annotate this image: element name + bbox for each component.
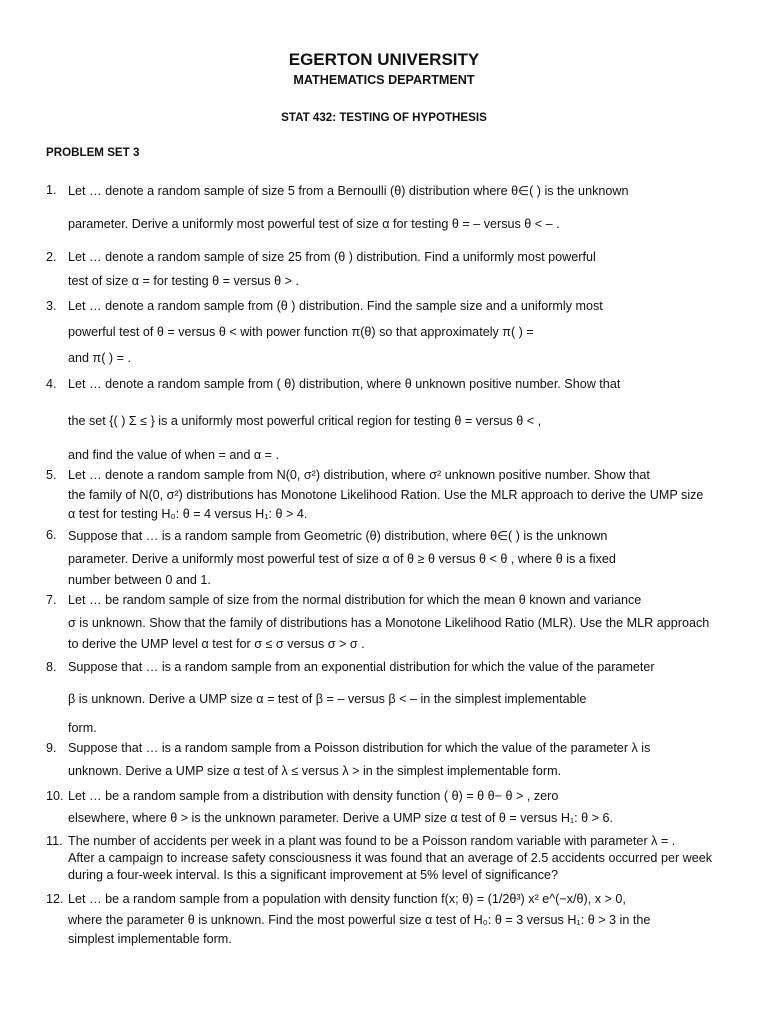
problem-line: and π( ) = . (68, 351, 131, 365)
problem-number: 2. (46, 250, 57, 264)
problem-number: 9. (46, 741, 57, 755)
problem-line: during a four-week interval. Is this a significant improvement at 5% level of significance? (68, 868, 558, 882)
problem-line: to derive the UMP level α test for σ ≤ σ versus σ > σ . (68, 637, 365, 651)
problem-line: where the parameter θ is unknown. Find the most powerful size α test of H₀: θ = 3 versus H₁: θ > 3 in the (68, 913, 651, 927)
problem-line: parameter. Derive a uniformly most powerful test of size α of θ ≥ θ versus θ < θ , where θ is a fixed (68, 552, 616, 566)
problem-number: 5. (46, 468, 57, 482)
problem-number: 4. (46, 377, 57, 391)
problem-line: test of size α = for testing θ = versus θ > . (68, 274, 299, 288)
problem-line: the family of N(0, σ²) distributions has Monotone Likelihood Ration. Use the MLR approach to derive the UMP size (68, 488, 704, 502)
problem-line: Suppose that … is a random sample from Geometric (θ) distribution, where θ∈( ) is the unknown (68, 529, 608, 543)
course-title: STAT 432: TESTING OF HYPOTHESIS (281, 111, 487, 124)
problem-number: 6. (46, 528, 57, 542)
problem-line: Let … denote a random sample from N(0, σ²) distribution, where σ² unknown positive number. Show that (68, 468, 650, 482)
problem-line: After a campaign to increase safety consciousness it was found that an average of 2.5 accidents occurred per week (68, 851, 713, 865)
problem-line: the set {( ) Σ ≤ } is a uniformly most powerful critical region for testing θ = versus θ < , (68, 414, 542, 428)
problem-line: Let … be random sample of size from the normal distribution for which the mean θ known and variance (68, 593, 642, 607)
problem-line: Let … denote a random sample of size 25 from (θ ) distribution. Find a uniformly most powerful (68, 250, 596, 264)
problem-line: Suppose that … is a random sample from a Poisson distribution for which the value of the parameter λ is (68, 741, 651, 755)
problem-line: Let … be a random sample from a distribution with density function ( θ) = θ θ− θ > , zero (68, 789, 559, 803)
problem-line: α test for testing H₀: θ = 4 versus H₁: θ > 4. (68, 507, 308, 521)
problem-line: Let … be a random sample from a population with density function f(x; θ) = (1/2θ³) x² e^(−x/θ), x > 0, (68, 892, 626, 906)
problem-number: 12. (46, 892, 64, 906)
problem-line: Let … denote a random sample from ( θ) distribution, where θ unknown positive number. Show that (68, 377, 621, 391)
problem-line: Let … denote a random sample from (θ ) distribution. Find the sample size and a uniformly most (68, 299, 603, 313)
problem-line: Let … denote a random sample of size 5 from a Bernoulli (θ) distribution where θ∈( ) is the unknown (68, 184, 629, 198)
problem-number: 11. (46, 834, 63, 848)
problem-number: 10. (46, 789, 64, 803)
problem-line: parameter. Derive a uniformly most powerful test of size α for testing θ = – versus θ < – . (68, 217, 560, 231)
problem-line: unknown. Derive a UMP size α test of λ ≤ versus λ > in the simplest implementable form. (68, 764, 562, 778)
problem-line: and find the value of when = and α = . (68, 448, 280, 462)
problem-number: 1. (46, 183, 57, 197)
problem-line: σ is unknown. Show that the family of distributions has a Monotone Likelihood Ratio (MLR). Use the MLR approach (68, 616, 710, 630)
problem-line: β is unknown. Derive a UMP size α = test of β = – versus β < – in the simplest implementable (68, 692, 587, 706)
problem-line: number between 0 and 1. (68, 573, 211, 587)
problem-line: Suppose that … is a random sample from an exponential distribution for which the value of the parameter (68, 660, 655, 674)
problem-number: 7. (46, 593, 57, 607)
problem-set-heading: PROBLEM SET 3 (46, 146, 140, 159)
problem-line: The number of accidents per week in a plant was found to be a Poisson random variable with parameter λ = . (68, 834, 676, 848)
problem-line: powerful test of θ = versus θ < with power function π(θ) so that approximately π( ) = (68, 325, 534, 339)
problem-number: 8. (46, 660, 57, 674)
university-title: EGERTON UNIVERSITY (288, 50, 480, 69)
problem-number: 3. (46, 299, 57, 313)
problem-line: elsewhere, where θ > is the unknown parameter. Derive a UMP size α test of θ = versus H₁: θ > 6. (68, 811, 614, 825)
problem-line: form. (68, 721, 97, 735)
department-title: MATHEMATICS DEPARTMENT (293, 73, 475, 87)
problem-line: simplest implementable form. (68, 932, 232, 946)
